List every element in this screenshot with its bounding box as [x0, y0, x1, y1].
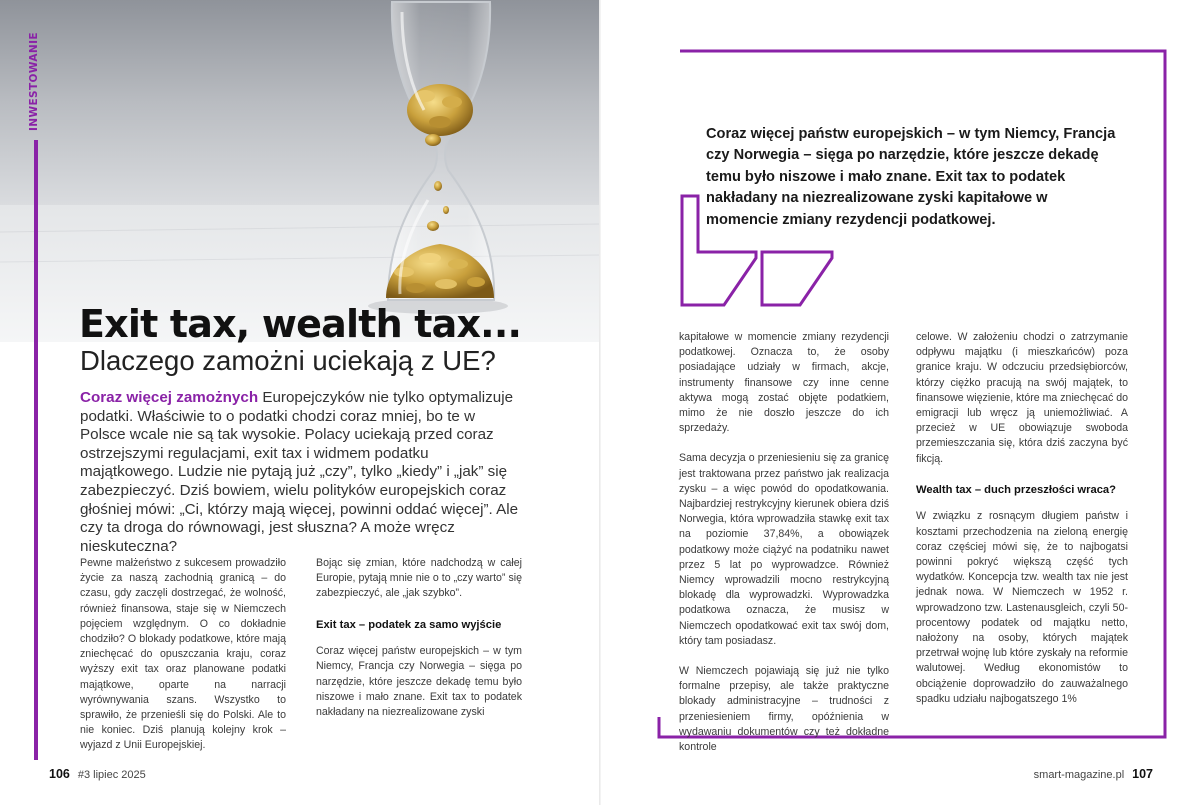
- subheading-wealth-tax: Wealth tax – duch przeszłości wraca?: [916, 483, 1116, 496]
- body-column-3: [679, 330, 889, 755]
- website-link[interactable]: smart-magazine.pl: [1033, 769, 1125, 781]
- paragraph: kapitałowe w momencie zmiany rezydencji podatkowej. Oznacza to, że osoby posiadające udziały w firmach, akcje, instrumenty finansowe czy inne cenne aktywa mogą zostać objęte podatkiem, mimo że nie doszło jeszcze do ich sprzedaży.: [679, 331, 889, 435]
- page-number-left: 106: [49, 767, 70, 781]
- paragraph: Sama decyzja o przeniesieniu się za granicę jest traktowana przez państwo jak realizacja zysku – a więc powód do opodatkowania. Najbardziej restrykcyjny kierunek obiera dziś Norwegia, która wprowadziła stawkę exit tax na poziomie 37,84%, a obowiązek podatkowy może ciążyć na podatniku nawet przez 5 lat po wyprowadzce. Również Niemcy wprowadzili mocno restrykcyjną blokadę dla wyprowadzki. Wyprowadzka podatkowa oznacza, że musisz w Niemczech opodatkować exit tax swój dom, który tam posiadasz.: [679, 452, 889, 647]
- page-number-right: 107: [1132, 767, 1153, 781]
- paragraph: celowe. W założeniu chodzi o zatrzymanie odpływu majątku (i mieszkańców) poza granice kraju. W odczuciu przedsiębiorców, którzy ciężko pracują na swój majątek, to finansowe więzienie, które ma zniechęcać do emigracji lub wręcz ją uniemożliwiać. A przecież w UE obowiązuje swoboda przemieszczania się, która dziś zaczyna być fikcją.: [916, 331, 1128, 465]
- paragraph: Bojąc się zmian, które nadchodzą w całej Europie, pytają mnie nie o to „czy warto” się zabezpieczyć, ale „jak szybko”.: [316, 557, 522, 600]
- paragraph: Pewne małżeństwo z sukcesem prowadziło życie za naszą zachodnią granicą – do czasu, gdy zaczęli dostrzegać, że wolność, również finansowa, staje się w Niemczech pojęciem względnym. O co dokładnie chodziło? O blokady podatkowe, które mają zniechęcać do opuszczania kraju, coraz wyższy exit tax oraz planowane podatki majątkowe, oparte na narracji wyrównywania szans. Wszystko to sprawiło, że przenieśli się do Polski. Ale to nie koniec. Dziś planują kolejny krok – wyjazd z Unii Europejskiej.: [80, 557, 286, 752]
- paragraph: W Niemczech pojawiają się już nie tylko formalne przepisy, ale także praktyczne blokady administracyjne – trudności z przeniesieniem firmy, opóźnienia w wydawaniu dokumentów czy też dokładne kontrole: [679, 665, 889, 754]
- paragraph: W związku z rosnącym długiem państw i kosztami przechodzenia na zieloną energię coraz częściej mówi się, że to najbogatsi powinni pokryć większą część tych wydatków. Koncepcja tzw. wealth tax nie jest jednak nowa. W Niemczech w 1952 r. wprowadzono tzw. Lastenausgleich, czyli 50-procentowy podatek od majątku netto, nałożony na osoby, których majątek przetrwał wojnę lub które zyskały na reformie walutowej. Według ekonomistów to obciążenie doprowadziło do zauważalnego spadku udziału najbogatszego 1%: [916, 510, 1128, 705]
- quote-mark-icon: [762, 252, 832, 305]
- article-title: Exit tax, wealth tax...: [79, 302, 522, 346]
- body-column-4-wrap: [916, 330, 1128, 718]
- article-subtitle: Dlaczego zamożni uciekają z UE?: [80, 345, 496, 376]
- footer-right: [1034, 766, 1153, 783]
- body-column-3-wrap: [679, 330, 889, 754]
- lead-highlight: Coraz więcej zamożnych: [80, 389, 259, 406]
- issue-label: #3 lipiec 2025: [77, 769, 146, 781]
- subheading-exit-tax: Exit tax – podatek za samo wyjście: [316, 618, 502, 631]
- body-column-4: [916, 330, 1128, 707]
- section-label: INWESTOWANIE: [28, 32, 40, 132]
- paragraph: Coraz więcej państw europejskich – w tym Niemcy, Francja czy Norwegia – sięga po narzędzie, które jeszcze dekadę temu było niszowe i mało znane. Exit tax to podatek nakładany na niezrealizowane zyski: [316, 645, 522, 718]
- pull-quote: Coraz więcej państw europejskich – w tym Niemcy, Francja czy Norwegia – sięga po narzędzie, które jeszcze dekadę temu było niszowe i mało znane. Exit tax to podatek nakładany na niezrealizowane zyski kapitałowe w momencie zmiany rezydencji podatkowej.: [706, 126, 1116, 228]
- lead-text: Europejczyków nie tylko optymalizuje podatki. Właściwie to o podatki chodzi coraz mniej, bo te w Polsce wcale nie są tak wysokie. Polacy uciekają przed coraz ostrzejszymi regulacjami, exit tax i widmem podatku majątkowego. Ludzie nie pytają już „czy”, tylko „kiedy” i „jak” się zabezpieczyć. Dziś bowiem, wielu polityków europejskich coraz głośniej mówi: „Ci, którzy mają więcej, powinni oddać więcej”. Ale czy ta droga do równowagi, jest słuszna? A może wręcz nieskuteczna?: [80, 389, 519, 555]
